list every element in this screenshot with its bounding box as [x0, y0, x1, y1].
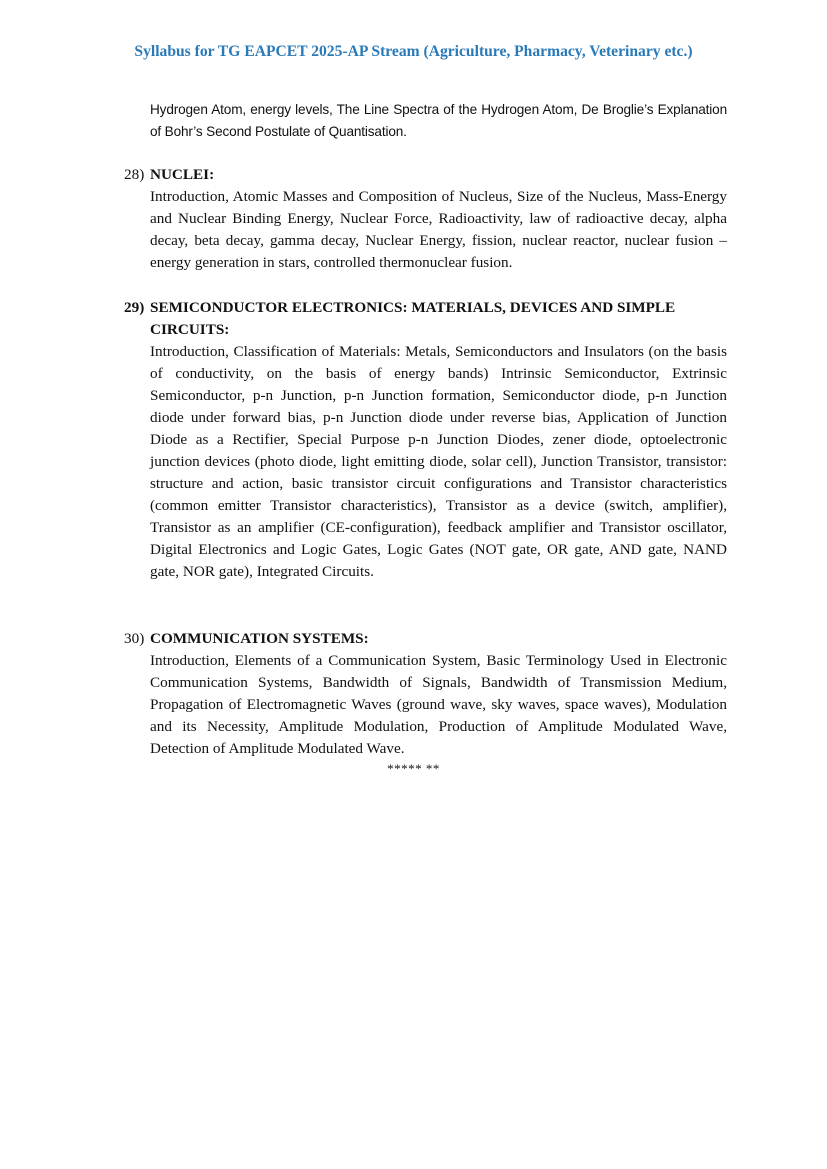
section-30-title: COMMUNICATION SYSTEMS: [150, 630, 369, 647]
section-30-number: 30) [124, 630, 145, 647]
section-30-body: Introduction, Elements of a Communication System, Basic Terminology Used in Electronic Communication Systems, Bandwidth of Signals, Bandwidth of Transmission Medium, Propagation of Electromagnetic Waves (ground wave, sky waves, space waves), Modulation and its Necessity, Amplitude Modulation, Production of Amplitude Modulated Wave, Detection of Amplitude Modulated Wave. [150, 652, 727, 757]
section-29-title: SEMICONDUCTOR ELECTRONICS: MATERIALS, DEVICES AND SIMPLE CIRCUITS: [150, 299, 676, 338]
end-marker: ***** ** [387, 761, 440, 776]
section-29-body: Introduction, Classification of Materials: Metals, Semiconductors and Insulators (on the basis of conductivity, on the basis of energy bands) Intrinsic Semiconductor, Extrinsic Semiconductor, p-n Junction, p-n Junction formation, Semiconductor diode, p-n Junction diode under forward bias, p-n Junction diode under reverse bias, Application of Junction Diode as a Rectifier, Special Purpose p-n Junction Diodes, zener diode, optoelectronic junction devices (photo diode, light emitting diode, solar cell), Junction Transistor, transistor: structure and action, basic transistor circuit configurations and Transistor characteristics (common emitter Transistor characteristics), Transistor as a device (switch, amplifier), Transistor as an amplifier (CE-configuration), feedback amplifier and Transistor oscillator, Digital Electronics and Logic Gates, Logic Gates (NOT gate, OR gate, AND gate, NAND gate, NOR gate), Integrated Circuits. [150, 343, 727, 580]
intro-paragraph: Hydrogen Atom, energy levels, The Line Spectra of the Hydrogen Atom, De Broglie’s Explanation of Bohr’s Second Postulate of Quantisation. [150, 102, 727, 139]
page-header-title: Syllabus for TG EAPCET 2025-AP Stream (Agriculture, Pharmacy, Veterinary etc.) [134, 43, 693, 60]
section-29-number: 29) [124, 299, 145, 316]
section-28-body: Introduction, Atomic Masses and Composition of Nucleus, Size of the Nucleus, Mass-Energy and Nuclear Binding Energy, Nuclear Force, Radioactivity, law of radioactive decay, alpha decay, beta decay, gamma decay, Nuclear Energy, fission, nuclear reactor, nuclear fusion – energy generation in stars, controlled thermonuclear fusion. [150, 188, 727, 271]
section-28-title: NUCLEI: [150, 166, 215, 183]
section-28-number: 28) [124, 166, 145, 183]
